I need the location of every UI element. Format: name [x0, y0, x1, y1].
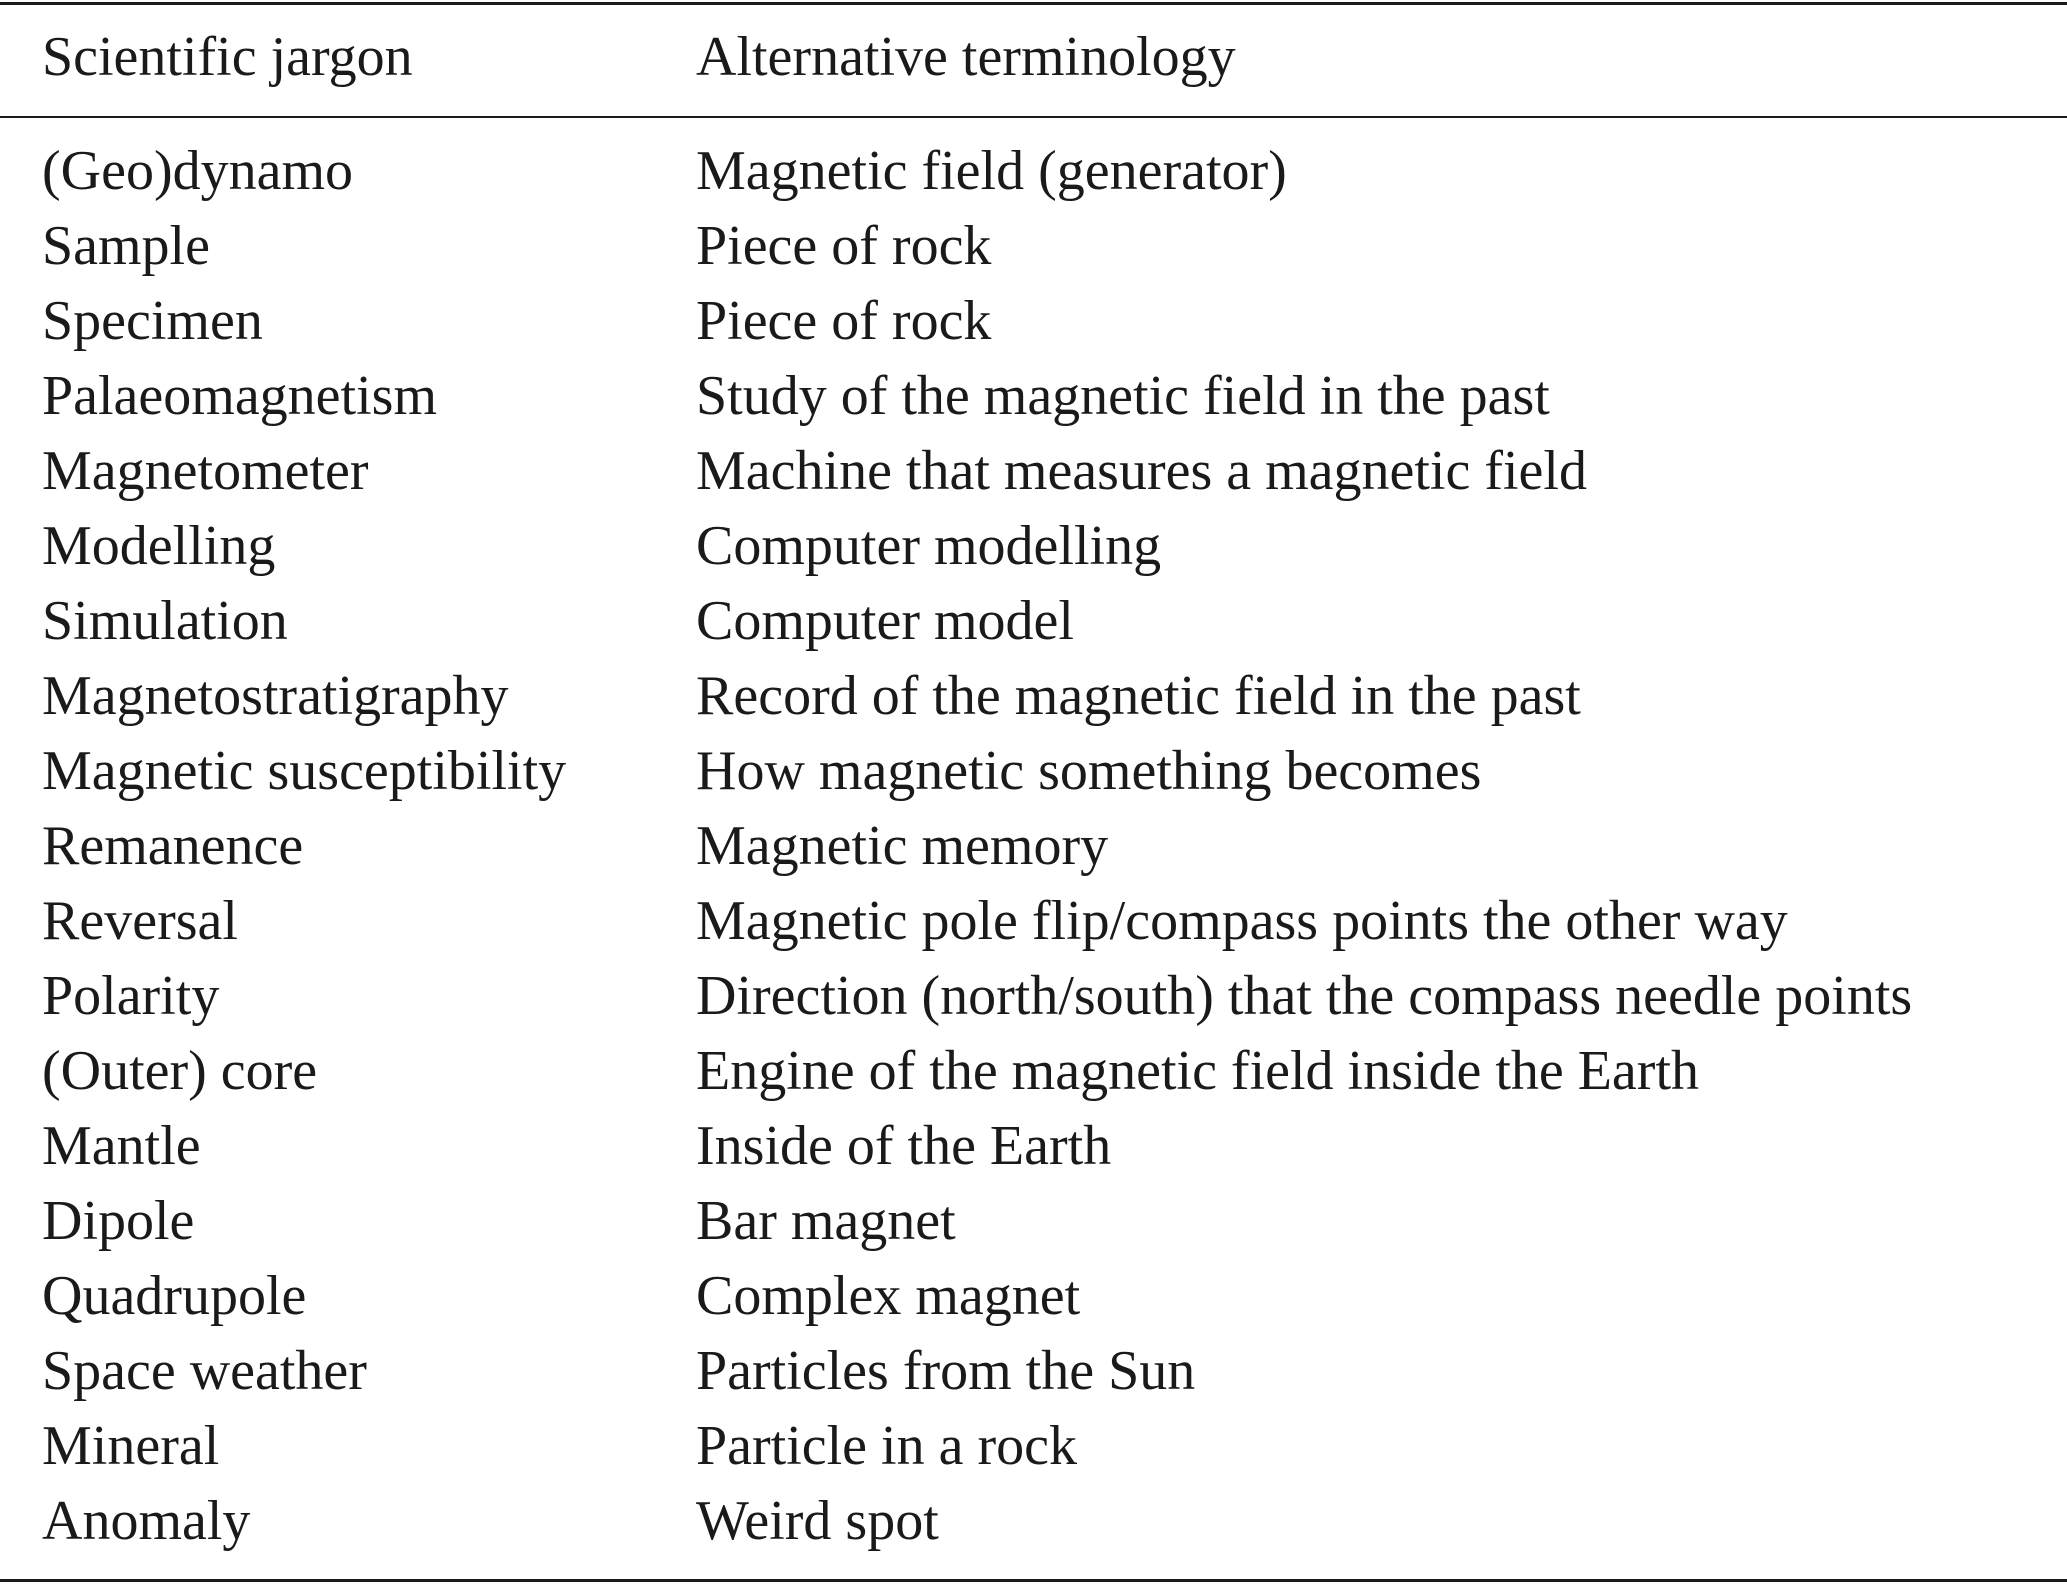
header-alternative-terminology: Alternative terminology — [696, 26, 1236, 88]
jargon-term: Anomaly — [42, 1490, 251, 1552]
alternative-term: How magnetic something becomes — [696, 740, 1482, 802]
table-row — [0, 134, 2067, 209]
table-header-rule — [0, 116, 2067, 118]
table-row — [0, 1034, 2067, 1109]
jargon-term: (Outer) core — [42, 1040, 318, 1102]
jargon-term: Space weather — [42, 1340, 367, 1402]
table-row — [0, 434, 2067, 509]
table-row — [0, 659, 2067, 734]
jargon-term: Specimen — [42, 290, 263, 352]
table-row — [0, 734, 2067, 809]
table-row — [0, 959, 2067, 1034]
alternative-term: Direction (north/south) that the compass needle points — [696, 965, 1913, 1027]
jargon-term: Mineral — [42, 1415, 220, 1477]
jargon-term: Dipole — [42, 1190, 195, 1252]
table-row — [0, 809, 2067, 884]
jargon-term: Modelling — [42, 515, 276, 577]
jargon-term: Magnetic susceptibility — [42, 740, 567, 802]
table-row — [0, 1184, 2067, 1259]
alternative-term: Record of the magnetic field in the past — [696, 665, 1581, 727]
jargon-term: Palaeomagnetism — [42, 365, 438, 427]
jargon-term: Magnetostratigraphy — [42, 665, 509, 727]
table-row — [0, 1484, 2067, 1559]
table-row — [0, 209, 2067, 284]
alternative-term: Magnetic memory — [696, 815, 1109, 877]
alternative-term: Magnetic field (generator) — [696, 140, 1287, 202]
table-row — [0, 509, 2067, 584]
table-bottom-rule — [0, 1579, 2067, 1582]
alternative-term: Piece of rock — [696, 215, 992, 277]
table-body — [0, 134, 2067, 1559]
jargon-term: Simulation — [42, 590, 288, 652]
alternative-term: Computer modelling — [696, 515, 1162, 577]
alternative-term: Inside of the Earth — [696, 1115, 1112, 1177]
alternative-term: Study of the magnetic field in the past — [696, 365, 1550, 427]
alternative-term: Complex magnet — [696, 1265, 1081, 1327]
jargon-term: Magnetometer — [42, 440, 369, 502]
alternative-term: Magnetic pole flip/compass points the other way — [696, 890, 1788, 952]
alternative-term: Machine that measures a magnetic field — [696, 440, 1587, 502]
alternative-term: Weird spot — [696, 1490, 939, 1552]
table-row — [0, 1109, 2067, 1184]
alternative-term: Particle in a rock — [696, 1415, 1077, 1477]
table-top-rule — [0, 2, 2067, 5]
table-row — [0, 359, 2067, 434]
alternative-term: Piece of rock — [696, 290, 992, 352]
table-header-row — [0, 20, 2067, 95]
table-row — [0, 1409, 2067, 1484]
table-row — [0, 584, 2067, 659]
table-row — [0, 1334, 2067, 1409]
jargon-term: Remanence — [42, 815, 304, 877]
alternative-term: Bar magnet — [696, 1190, 956, 1252]
alternative-term: Engine of the magnetic field inside the Earth — [696, 1040, 1699, 1102]
table-row — [0, 284, 2067, 359]
jargon-term: Mantle — [42, 1115, 201, 1177]
table-row — [0, 1259, 2067, 1334]
table-row — [0, 884, 2067, 959]
jargon-term: Reversal — [42, 890, 238, 952]
jargon-term: Quadrupole — [42, 1265, 307, 1327]
header-scientific-jargon: Scientific jargon — [42, 26, 413, 88]
jargon-term: Polarity — [42, 965, 220, 1027]
jargon-term: (Geo)dynamo — [42, 140, 354, 202]
jargon-term: Sample — [42, 215, 210, 277]
alternative-term: Particles from the Sun — [696, 1340, 1196, 1402]
alternative-term: Computer model — [696, 590, 1074, 652]
